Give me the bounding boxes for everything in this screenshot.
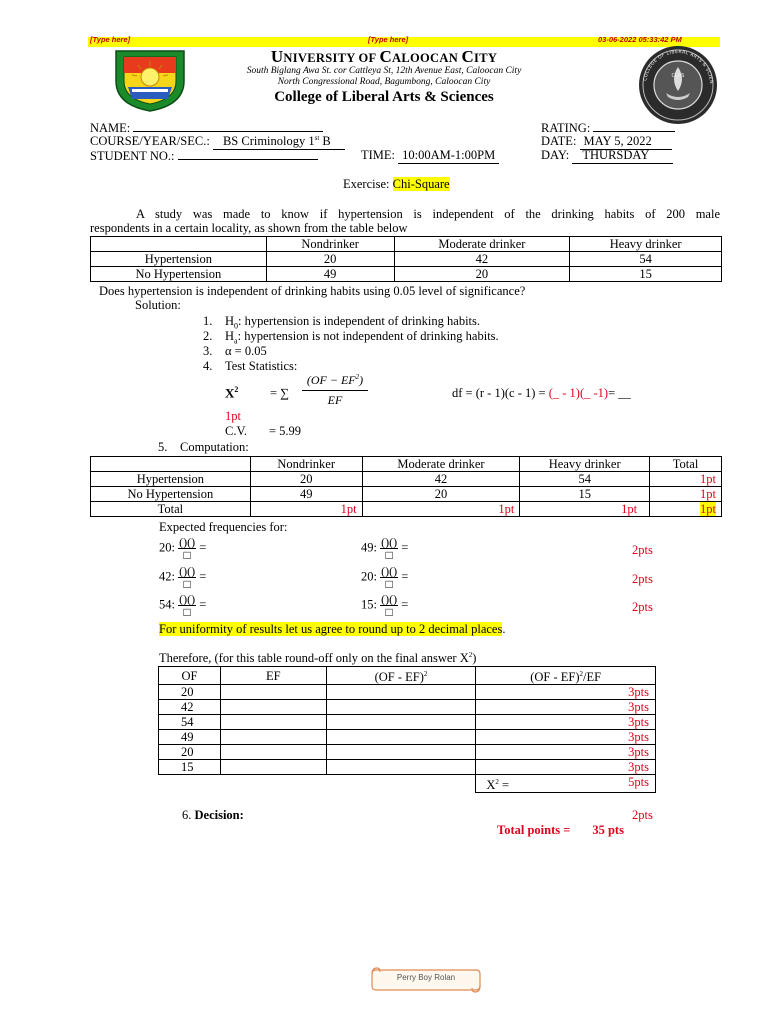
university-logo [112, 47, 188, 113]
address-line-1: South Biglang Awa St. cor Cattleya St, 12th Avenue East, Caloocan City [246, 66, 522, 76]
table-row: 15 3pts [159, 760, 656, 775]
col-header: Total [650, 457, 722, 472]
col-header: EF [220, 667, 326, 685]
date-row: DATE: MAY 5, 2022 [541, 134, 672, 150]
table-row: Hypertension 20 42 54 [91, 252, 722, 267]
step-2: 2. $H_a$: hypertension is not independent of drinking habits. [203, 329, 499, 346]
therefore-text: Therefore, (for this table round-off only on the final answer $X^2$) [159, 651, 477, 666]
rating-row: RATING: [541, 120, 675, 136]
formula-eq: = ∑ [270, 386, 290, 400]
question-text: Does hypertension is independent of drinking habits using 0.05 level of significance? [99, 284, 526, 298]
date-value: MAY 5, 2022 [580, 134, 672, 150]
solution-label: Solution: [135, 298, 181, 312]
expected-item: 54: $\frac{()()}{□}$ = [159, 592, 207, 619]
problem-line-2: respondents in a certain locality, as shown from the table below [90, 221, 408, 235]
expected-item: 49: $\frac{()()}{□}$ = [361, 535, 409, 562]
time-row: TIME: 10:00AM-1:00PM [361, 148, 499, 164]
table-row: 49 3pts [159, 730, 656, 745]
uniformity-note: For uniformity of results let us agree to round up to 2 decimal places. [159, 622, 506, 636]
step-4: 4. Test Statistics: [203, 359, 298, 373]
computation-table [90, 456, 722, 517]
col-header: (OF - EF)$^2$/EF [476, 667, 656, 685]
expected-item: 42: $\frac{()()}{□}$ = [159, 564, 207, 591]
seal-ring-text: COLLEGE OF LIBERAL ARTS & SCIEN [643, 49, 714, 85]
day-value: THURSDAY [572, 148, 673, 164]
type-here-left: [Type here] [90, 35, 131, 44]
college-name: College of Liberal Arts & Sciences [274, 89, 494, 105]
critical-value: C.V. = 5.99 [225, 424, 302, 438]
timestamp: 03-06-2022 05:33:42 PM [598, 35, 682, 44]
step-3: 3. α = 0.05 [203, 344, 267, 358]
student-no-row: STUDENT NO.: [90, 148, 318, 164]
degrees-of-freedom: df = (r - 1)(c - 1) = (_ - 1)(_ -1)= __ [452, 386, 631, 400]
expected-item: 20: $\frac{()()}{□}$ = [159, 535, 207, 562]
table-row: 54 3pts [159, 715, 656, 730]
decision-row: 6. Decision: [182, 808, 244, 822]
chi-square-formula: $(OF - EF^2)$ EF [302, 373, 368, 408]
course-row: COURSE/YEAR/SEC.: BS Criminology 1st B [90, 134, 345, 150]
table-row: 20 3pts [159, 745, 656, 760]
expected-item: 20: $\frac{()()}{□}$ = [361, 564, 409, 591]
time-value: 10:00AM-1:00PM [398, 148, 499, 164]
col-header: Nondrinker [266, 237, 394, 252]
col-header: Moderate drinker [394, 237, 570, 252]
col-header: Heavy drinker [520, 457, 650, 472]
table-row: Total 1pt 1pt 1pt 1pt [91, 502, 722, 517]
expected-label: Expected frequencies for: [159, 520, 288, 534]
expected-item: 15: $\frac{()()}{□}$ = [361, 592, 409, 619]
address-line-2: North Congressional Road, Bagumbong, Caloocan City [277, 77, 491, 87]
col-header: (OF - EF)$^2$ [326, 667, 476, 685]
col-header: OF [159, 667, 221, 685]
step4-points: 1pt [225, 409, 241, 423]
exercise-name: Chi-Square [392, 177, 450, 191]
col-header: Moderate drinker [362, 457, 520, 472]
expected-points: 2pts [632, 572, 653, 586]
seal-center-text: CLAS [671, 73, 685, 79]
college-seal [637, 45, 719, 125]
table-row: 42 3pts [159, 700, 656, 715]
university-name: UNIVERSITY OF CALOOCAN CITY [270, 47, 498, 66]
expected-points: 2pts [632, 600, 653, 614]
step-1: 1. $H_0$: hypertension is independent of drinking habits. [203, 314, 481, 331]
name-row: NAME: [90, 120, 323, 136]
exercise-title: Exercise: Chi-Square [343, 177, 450, 191]
contingency-table [90, 236, 722, 282]
col-header: Nondrinker [250, 457, 362, 472]
type-here-center: [Type here] [368, 35, 409, 44]
col-header: Heavy drinker [570, 237, 722, 252]
table-row: No Hypertension 49 20 15 1pt [91, 487, 722, 502]
name-scroll-banner [368, 964, 484, 994]
chi-square-symbol: $X^2$ [225, 385, 239, 401]
decision-points: 2pts [632, 808, 653, 822]
expected-points: 2pts [632, 543, 653, 557]
total-points: Total points = 35 pts [497, 823, 624, 837]
table-row: $X^2$ = 5pts [159, 775, 656, 793]
course-value: BS Criminology 1 [222, 134, 315, 149]
step-5: 5. Computation: [158, 440, 249, 454]
table-row: Hypertension 20 42 54 1pt [91, 472, 722, 487]
table-row: 20 3pts [159, 685, 656, 700]
problem-line-1: A study was made to know if hypertension is independent of the drinking habits of 200 male [136, 207, 720, 221]
header-bar [88, 37, 720, 47]
chi-square-table [158, 666, 656, 793]
table-row: No Hypertension 49 20 15 [91, 267, 722, 282]
scroll-text: Perry Boy Rolan [396, 973, 456, 982]
day-row: DAY: THURSDAY [541, 148, 673, 164]
